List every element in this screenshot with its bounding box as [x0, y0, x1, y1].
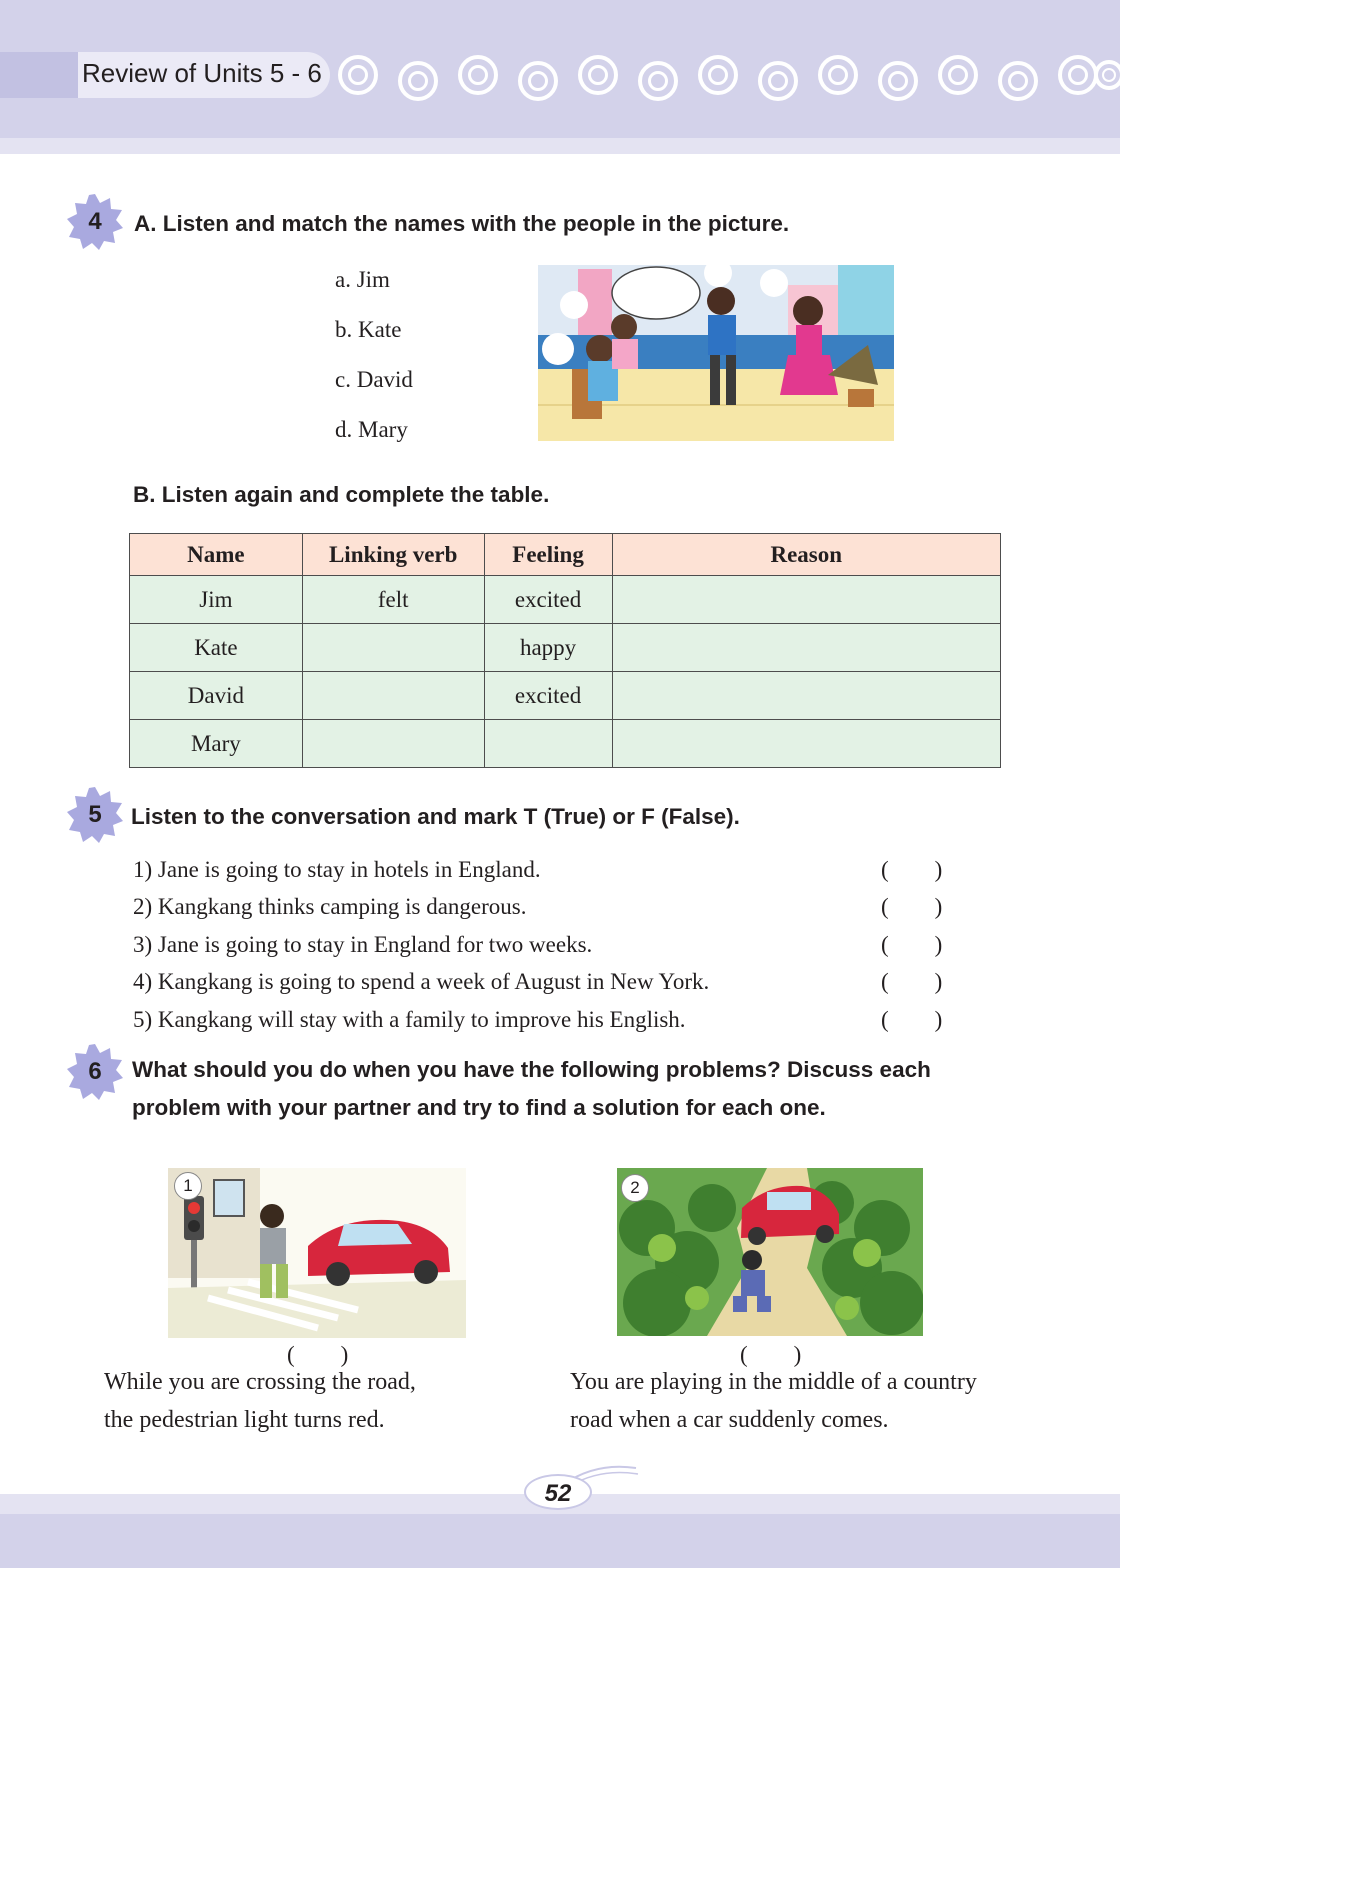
name-option-mary: d. Mary	[335, 417, 408, 442]
section-4a-heading: A. Listen and match the names with the people in the picture.	[134, 211, 790, 236]
unit-title: Review of Units 5 - 6	[82, 58, 322, 88]
col-feeling-header: Feeling	[484, 534, 612, 576]
picture-2-number: 2	[621, 1174, 649, 1202]
section-5-heading: Listen to the conversation and mark T (True) or F (False).	[131, 804, 740, 829]
country-road-illustration	[617, 1168, 923, 1336]
statement-5: 5) Kangkang will stay with a family to improve his English.	[133, 1007, 686, 1032]
cell-linking-verb[interactable]	[302, 624, 484, 672]
section-6-heading-line2: problem with your partner and try to find a solution for each one.	[132, 1095, 826, 1120]
header-tab-accent	[0, 52, 78, 98]
table-row	[130, 672, 1001, 720]
crossing-road-illustration	[168, 1168, 466, 1338]
picture-2-answer-blank[interactable]: ( )	[740, 1342, 802, 1367]
cell-feeling[interactable]: excited	[484, 672, 612, 720]
cell-reason[interactable]	[612, 720, 1001, 768]
answer-blank-3[interactable]: ( )	[881, 932, 943, 957]
cell-feeling[interactable]	[484, 720, 612, 768]
party-illustration	[538, 265, 894, 441]
table-row	[130, 576, 1001, 624]
cell-name: Jim	[130, 576, 303, 624]
cell-linking-verb[interactable]	[302, 672, 484, 720]
statement-1: 1) Jane is going to stay in hotels in England.	[133, 857, 541, 882]
table-row	[130, 720, 1001, 768]
cell-name: David	[130, 672, 303, 720]
feelings-table	[129, 533, 1001, 768]
statement-3: 3) Jane is going to stay in England for two weeks.	[133, 932, 593, 957]
answer-blank-2[interactable]: ( )	[881, 894, 943, 919]
page-number: 52	[524, 1474, 592, 1510]
cell-feeling[interactable]: happy	[484, 624, 612, 672]
cell-reason[interactable]	[612, 576, 1001, 624]
picture-1-answer-blank[interactable]: ( )	[287, 1342, 349, 1367]
footer-band	[0, 1514, 1120, 1568]
name-option-jim: a. Jim	[335, 267, 390, 292]
name-option-david: c. David	[335, 367, 413, 392]
cell-linking-verb[interactable]	[302, 720, 484, 768]
section-4b-heading: B. Listen again and complete the table.	[133, 482, 550, 507]
section-5-badge: 5	[66, 786, 124, 844]
picture-2-caption-line2: road when a car suddenly comes.	[570, 1407, 889, 1433]
cell-reason[interactable]	[612, 624, 1001, 672]
cell-name: Mary	[130, 720, 303, 768]
answer-blank-5[interactable]: ( )	[881, 1007, 943, 1032]
picture-1-caption-line2: the pedestrian light turns red.	[104, 1407, 385, 1433]
cell-feeling[interactable]: excited	[484, 576, 612, 624]
name-option-kate: b. Kate	[335, 317, 402, 342]
section-6-badge: 6	[66, 1043, 124, 1101]
header-strip	[0, 138, 1120, 154]
table-header-row	[130, 534, 1001, 576]
section-4-badge: 4	[66, 193, 124, 251]
cell-reason[interactable]	[612, 672, 1001, 720]
cell-linking-verb[interactable]: felt	[302, 576, 484, 624]
col-name-header: Name	[130, 534, 303, 576]
picture-1-number: 1	[174, 1172, 202, 1200]
picture-2-caption-line1: You are playing in the middle of a country	[570, 1369, 977, 1395]
answer-blank-4[interactable]: ( )	[881, 969, 943, 994]
statement-2: 2) Kangkang thinks camping is dangerous.	[133, 894, 527, 919]
statement-4: 4) Kangkang is going to spend a week of August in New York.	[133, 969, 710, 994]
section-6-heading-line1: What should you do when you have the following problems? Discuss each	[132, 1057, 931, 1082]
picture-1-caption-line1: While you are crossing the road,	[104, 1369, 416, 1395]
col-linking-verb-header: Linking verb	[302, 534, 484, 576]
answer-blank-1[interactable]: ( )	[881, 857, 943, 882]
cell-name: Kate	[130, 624, 303, 672]
table-row	[130, 624, 1001, 672]
col-reason-header: Reason	[612, 534, 1001, 576]
